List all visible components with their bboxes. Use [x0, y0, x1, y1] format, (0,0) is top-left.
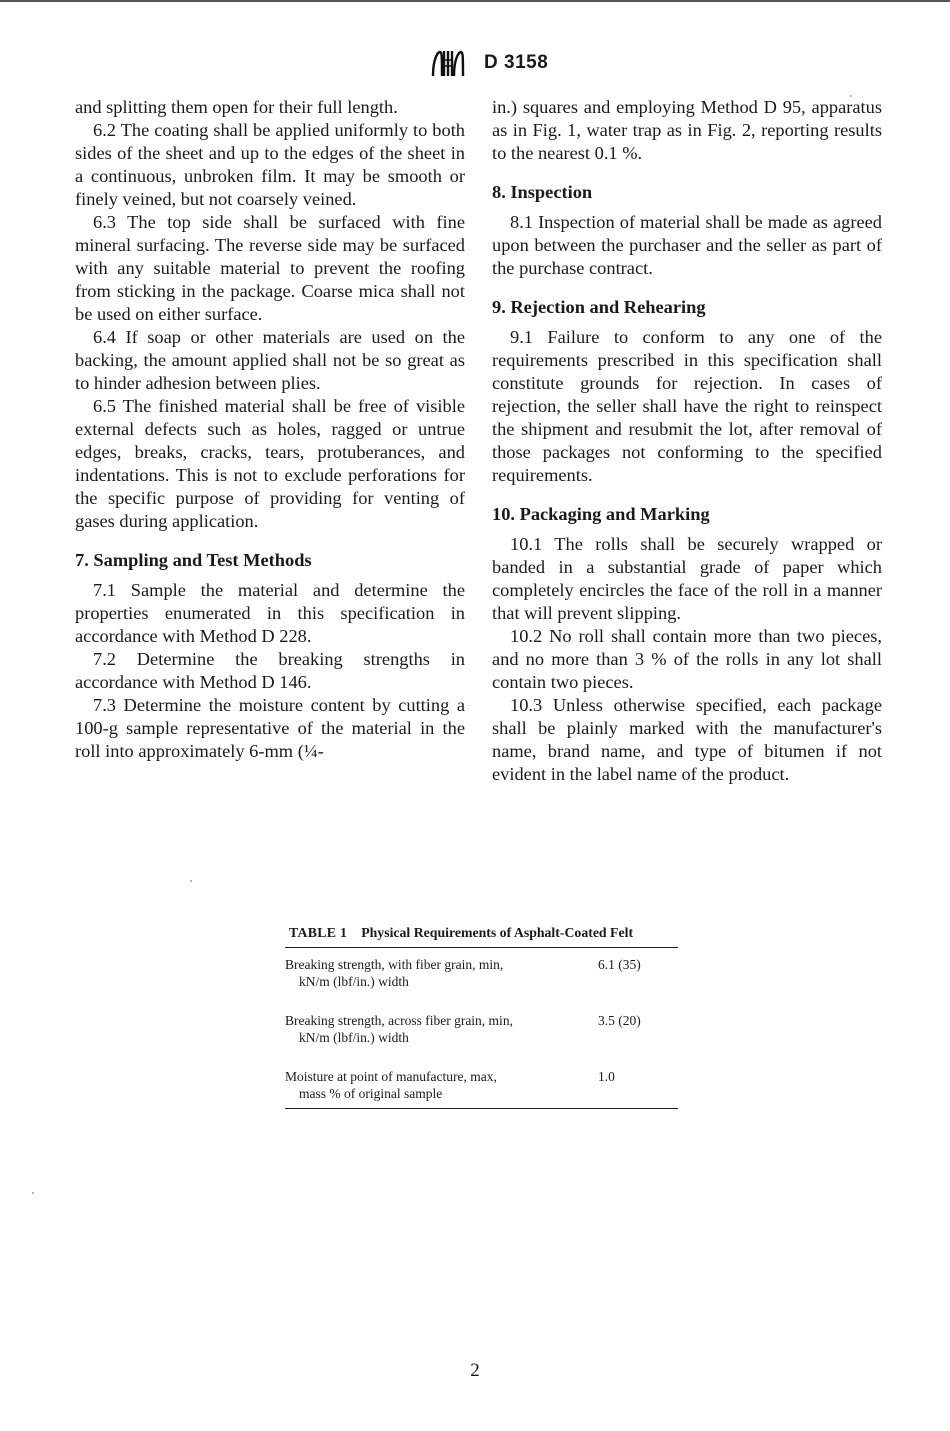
page-number: 2: [470, 1360, 480, 1381]
table-caption: [285, 925, 678, 941]
paragraph-6-5: 6.5 The finished material shall be free of visible external defects such as holes, ragged or untrue edges, breaks, cracks, tears, protuberances, and indentations. This is not to exclude perforations for the specific purpose of providing for venting of gases during application.: [75, 396, 465, 531]
paragraph-7-1: 7.1 Sample the material and determine the properties enumerated in this specification in accordance with Method D 228.: [75, 580, 465, 646]
property-line: Breaking strength, across fiber grain, min,: [285, 1013, 513, 1028]
table-row: [285, 1068, 678, 1102]
table-label: TABLE 1: [289, 925, 348, 940]
paragraph-10-1: 10.1 The rolls shall be securely wrapped or banded in a substantial grade of paper which completely encircles the face of the roll in a manner that will prevent slipping.: [492, 534, 882, 623]
property-line: kN/m (lbf/in.) width: [299, 1030, 409, 1045]
left-column: [75, 96, 465, 763]
page-header: [430, 48, 548, 78]
paragraph-8-1: 8.1 Inspection of material shall be made as agreed upon between the purchaser and the seller as part of the purchase contract.: [492, 212, 882, 278]
property-line: Moisture at point of manufacture, max,: [285, 1069, 497, 1084]
property-line: mass % of original sample: [299, 1086, 443, 1101]
table-cell-property: [285, 956, 585, 990]
paragraph-10-2: 10.2 No roll shall contain more than two pieces, and no more than 3 % of the rolls in any lot shall contain two pieces.: [492, 626, 882, 692]
table-row: [285, 1012, 678, 1046]
paragraph-9-1: 9.1 Failure to conform to any one of the requirements prescribed in this specification shall constitute grounds for rejection. In cases of rejection, the seller shall have the right to reinspect the shipment and resubmit the lot, after removal of those packages not conforming to the specified requirements.: [492, 327, 882, 485]
top-border-rule: [0, 0, 950, 2]
paragraph-6-3: 6.3 The top side shall be surfaced with fine mineral surfacing. The reverse side may be surfaced with any suitable material to prevent the roofing from sticking in the package. Coarse mica shall not be used on either surface.: [75, 212, 465, 324]
right-column: [492, 96, 882, 786]
table-cell-property: [285, 1068, 585, 1102]
paragraph-10-3: 10.3 Unless otherwise specified, each package shall be plainly marked with the manufacturer's name, brand name, and type of bitumen if not evident in the label name of the product.: [492, 695, 882, 784]
section-heading-7: 7. Sampling and Test Methods: [75, 550, 312, 570]
paragraph-7-3: 7.3 Determine the moisture content by cutting a 100-g sample representative of the material in the roll into approximately 6-mm (¼-: [75, 695, 465, 761]
paragraph-7-2: 7.2 Determine the breaking strengths in accordance with Method D 146.: [75, 649, 465, 692]
paragraph: in.) squares and employing Method D 95, apparatus as in Fig. 1, water trap as in Fig. 2, reporting results to the nearest 0.1 %.: [492, 97, 882, 163]
document-number: D 3158: [484, 52, 549, 73]
table-cell-property: [285, 1012, 585, 1046]
scan-speck: [32, 1192, 34, 1194]
paragraph-6-2: 6.2 The coating shall be applied uniformly to both sides of the sheet and up to the edges of the sheet in a continuous, unbroken film. It may be smooth or finely veined, but not coarsely veined.: [75, 120, 465, 209]
table-row: [285, 956, 678, 990]
table-cell-value: 6.1 (35): [598, 957, 641, 972]
physical-requirements-table: [285, 925, 678, 1109]
table-bottom-rule: [285, 1108, 678, 1109]
paragraph: and splitting them open for their full length.: [75, 97, 398, 117]
paragraph-6-4: 6.4 If soap or other materials are used on the backing, the amount applied shall not be so great as to hinder adhesion between plies.: [75, 327, 465, 393]
section-heading-10: 10. Packaging and Marking: [492, 504, 710, 524]
section-heading-8: 8. Inspection: [492, 182, 593, 202]
property-line: kN/m (lbf/in.) width: [299, 974, 409, 989]
table-top-rule: [285, 947, 678, 948]
scan-speck: [850, 95, 852, 97]
table-title: Physical Requirements of Asphalt-Coated Felt: [361, 925, 634, 940]
astm-logo-icon: [430, 48, 466, 78]
table-cell-value: 3.5 (20): [598, 1013, 641, 1028]
scan-speck: [190, 880, 192, 882]
property-line: Breaking strength, with fiber grain, min,: [285, 957, 504, 972]
table-cell-value: 1.0: [598, 1069, 615, 1084]
section-heading-9: 9. Rejection and Rehearing: [492, 297, 706, 317]
